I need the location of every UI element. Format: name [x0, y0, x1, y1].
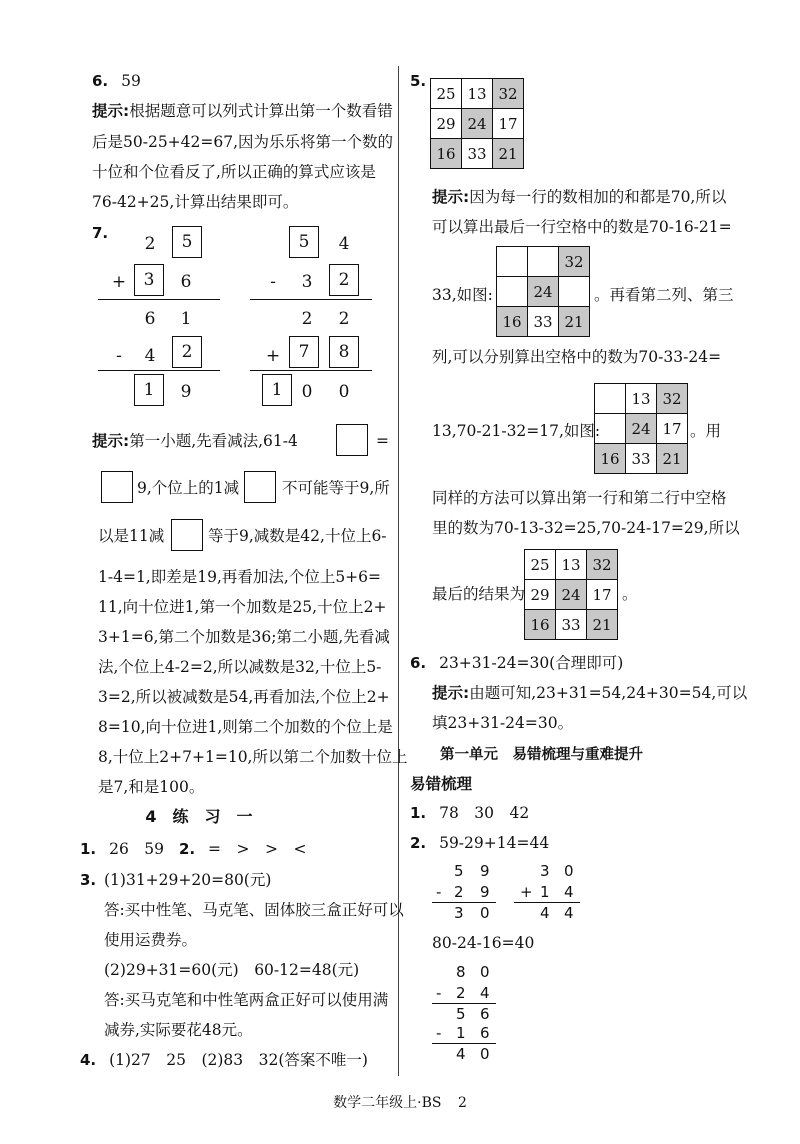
q6r-hint-label: 提示:	[432, 684, 470, 702]
magic-square-cell: 16	[595, 444, 626, 474]
q5-hint-line-5-post: 。用	[690, 422, 722, 440]
e2-equation-2: 80-24-16=40	[432, 934, 535, 952]
blank-box	[171, 519, 203, 551]
calc-rule	[250, 370, 372, 371]
q7-hint-line-6: 3+1=6,第二个加数是36;第二小题,先看减	[98, 628, 390, 646]
magic-square-cell: 21	[493, 139, 524, 169]
q1-number: 1.	[80, 840, 97, 858]
q3-line-2: 答:买中性笔、马克笔、固体胶三盒正好可以	[104, 901, 404, 919]
calc-digit: 2	[144, 234, 156, 254]
q6r-answer: 23+31-24=30(合理即可)	[439, 654, 624, 672]
magic-square-row	[497, 247, 590, 277]
calc-digit: 6	[180, 272, 192, 292]
calc-digit: 2	[338, 309, 350, 329]
q2-answer: = > > <	[208, 840, 307, 858]
q5-hint-line-5-pre: 13,70-21-32=17,如图:	[432, 422, 601, 440]
calc-digit: 9	[180, 382, 192, 402]
calc-digit: 6	[144, 309, 156, 329]
calc-operator: -	[270, 272, 276, 292]
calc-digit: 7	[298, 342, 310, 362]
unit-title: 第一单元 易错梳理与重难提升	[440, 747, 643, 763]
calc-digit: 2	[338, 270, 350, 290]
calc-digit: 4	[456, 1045, 466, 1063]
calc-rule	[250, 299, 372, 300]
q7-hint-line-2: 9,个位上的1减	[137, 479, 240, 497]
calc-rule	[432, 902, 496, 903]
calc-digit: 2	[301, 309, 313, 329]
blank-box	[336, 424, 368, 456]
q5-hint-line-8-pre: 最后的结果为	[432, 585, 526, 603]
calc-digit: 4	[144, 346, 156, 366]
calc-digit: 0	[480, 1045, 490, 1063]
calc-digit: 9	[480, 883, 490, 901]
magic-square-cell: 13	[462, 79, 493, 109]
e2-equation-1: 59-29+14=44	[439, 834, 550, 852]
magic-square-cell: 25	[525, 550, 556, 580]
magic-square-cell: 13	[556, 550, 587, 580]
q6r-hint-line-1	[432, 684, 747, 702]
q3-line-3: 使用运费券。	[104, 931, 198, 949]
e2-number: 2.	[410, 834, 427, 852]
q5-number: 5.	[410, 72, 427, 90]
magic-square-step-1	[496, 246, 590, 337]
calc-operator: -	[116, 346, 122, 366]
q6-hint-line-2: 后是50-25+42=67,因为乐乐将第一个数的	[92, 133, 394, 151]
footer-book-title: 数学二年级上·BS	[333, 1095, 442, 1111]
calc-digit: 1	[143, 380, 155, 400]
calc-rule	[98, 370, 220, 371]
calc-digit: 0	[480, 904, 490, 922]
q3-line-4: (2)29+31=60(元) 60-12=48(元)	[104, 961, 360, 979]
q7-hint-line-1	[92, 432, 298, 450]
calc-digit: 4	[564, 904, 574, 922]
magic-square-cell: 21	[657, 444, 688, 474]
calc-digit: 4	[480, 984, 490, 1002]
magic-square-cell: 33	[528, 307, 559, 337]
calc-digit: 3	[143, 270, 155, 290]
q4-number: 4.	[80, 1051, 97, 1069]
magic-square-final	[430, 78, 524, 169]
q7-hint-line-7: 法,个位上4-2=2,所以减数是32,十位上5-	[98, 658, 382, 676]
q6-hint-label: 提示:	[92, 102, 130, 120]
magic-square-row	[431, 139, 524, 169]
magic-square-cell	[497, 247, 528, 277]
magic-square-cell: 24	[626, 414, 657, 444]
exercise-q1-q2	[80, 840, 307, 858]
q6-hint-line-3: 十位和个位看反了,所以正确的算式应该是	[92, 163, 376, 181]
calc-rule	[432, 1043, 496, 1044]
calc-digit: 4	[564, 883, 574, 901]
magic-square-row	[595, 384, 688, 414]
magic-square-cell: 24	[528, 277, 559, 307]
magic-square-row	[525, 580, 618, 610]
calc-digit: 2	[181, 342, 193, 362]
calc-operator: -	[436, 883, 442, 901]
calc-digit: 6	[480, 1024, 490, 1042]
q5-hint-line-8-post: 。	[622, 585, 638, 603]
e1-line	[410, 804, 529, 822]
calc-rule	[98, 299, 220, 300]
magic-square-cell	[595, 384, 626, 414]
magic-square-cell: 29	[431, 109, 462, 139]
magic-square-cell: 24	[462, 109, 493, 139]
magic-square-cell: 25	[431, 79, 462, 109]
magic-square-cell: 16	[497, 307, 528, 337]
calc-digit: 8	[338, 342, 350, 362]
q5-hint-line-1	[432, 188, 726, 206]
q5-hint-line-6: 同样的方法可以算出第一行和第二行中空格	[432, 489, 727, 507]
calc-operator: -	[436, 984, 442, 1002]
magic-square-step-2	[594, 383, 688, 474]
magic-square-row	[525, 610, 618, 640]
magic-square-cell: 24	[556, 580, 587, 610]
q7-hint-line-8: 3=2,所以被减数是54,再看加法,个位上2+	[98, 688, 390, 706]
magic-square-row	[497, 277, 590, 307]
calc-digit: 0	[480, 963, 490, 981]
section-title: 4 练 习 一	[145, 807, 253, 826]
calc-digit: 5	[454, 862, 464, 880]
calc-digit: 4	[338, 234, 350, 254]
calc-digit: 1	[180, 309, 192, 329]
magic-square-cell: 32	[587, 550, 618, 580]
calc-rule	[432, 1003, 496, 1004]
q5-hint-line-7: 里的数为70-13-32=25,70-24-17=29,所以	[432, 519, 740, 537]
q3-line-6: 减券,实际要花48元。	[104, 1021, 253, 1039]
q5-hint-line-2: 可以算出最后一行空格中的数是70-16-21=	[432, 218, 732, 236]
calc-digit: 8	[456, 963, 466, 981]
magic-square-cell: 17	[493, 109, 524, 139]
q4-line	[80, 1051, 368, 1069]
magic-square-result	[524, 549, 618, 640]
e2-line	[410, 834, 549, 852]
calc-digit: 5	[298, 232, 310, 252]
magic-square-cell: 13	[626, 384, 657, 414]
q7-hint-equals: =	[376, 432, 389, 450]
magic-square-cell: 32	[657, 384, 688, 414]
magic-square-cell: 32	[493, 79, 524, 109]
magic-square-row	[431, 79, 524, 109]
q7-hint-line-3: 以是11减	[98, 527, 165, 545]
magic-square-row	[497, 307, 590, 337]
q5-hint-label: 提示:	[432, 188, 470, 206]
calc-digit: 0	[338, 382, 350, 402]
calc-operator: +	[265, 346, 281, 366]
q7-hint-line-10: 8,十位上2+7+1=10,所以第二个加数十位上	[98, 748, 408, 766]
calc-digit: 5	[456, 1005, 466, 1023]
magic-square-row	[595, 414, 688, 444]
q6-hint-line-4: 76-42+25,计算出结果即可。	[92, 193, 299, 211]
magic-square-cell: 33	[462, 139, 493, 169]
magic-square-cell: 32	[559, 247, 590, 277]
page-number: 2	[457, 1095, 467, 1111]
q2-number: 2.	[178, 840, 196, 858]
q6-answer: 59	[121, 72, 141, 90]
calc-digit: 2	[454, 883, 464, 901]
q7-hint-line-2-end: 不可能等于9,所	[282, 479, 390, 497]
q6-number: 6.	[92, 72, 109, 90]
magic-square-cell: 16	[525, 610, 556, 640]
q5-hint-line-4: 列,可以分别算出空格中的数为70-33-24=	[432, 348, 722, 366]
q1-answer: 26 59	[109, 840, 165, 858]
calc-rule	[514, 902, 580, 903]
q7-hint-line-11: 是7,和是100。	[98, 778, 205, 796]
e1-number: 1.	[410, 804, 427, 822]
q3-line-5: 答:买马克笔和中性笔两盒正好可以使用满	[104, 991, 389, 1009]
calc-digit: 3	[454, 904, 464, 922]
q3-number: 3.	[80, 871, 97, 889]
q7-hint-text: 第一小题,先看减法,61-4	[129, 432, 298, 450]
magic-square-cell: 29	[525, 580, 556, 610]
calc-digit: 9	[480, 862, 490, 880]
sub-title: 易错梳理	[410, 775, 473, 793]
calc-digit: 0	[564, 862, 574, 880]
q7-hint-line-4: 1-4=1,即差是19,再看加法,个位上5+6=	[98, 568, 382, 586]
calc-digit: 3	[301, 272, 313, 292]
e1-answer: 78 30 42	[439, 804, 530, 822]
q6r-line	[410, 654, 623, 672]
q5-hint-line-3-pre: 33,如图:	[432, 286, 493, 304]
magic-square-cell: 17	[657, 414, 688, 444]
calc-digit: 2	[456, 984, 466, 1002]
calc-operator: +	[111, 272, 127, 292]
q6-hint-text: 根据题意可以列式计算出第一个数看错	[129, 102, 393, 120]
blank-box	[244, 471, 276, 503]
page-footer	[0, 1092, 800, 1112]
calc-digit: 1	[456, 1024, 466, 1042]
q7-hint-line-3-end: 等于9,减数是42,十位上6-	[208, 527, 387, 545]
calc-digit: 1	[271, 380, 283, 400]
magic-square-cell: 21	[587, 610, 618, 640]
q3-line-1: (1)31+29+20=80(元)	[104, 871, 272, 889]
calc-digit: 1	[540, 883, 550, 901]
q7-number: 7.	[92, 224, 109, 242]
magic-square-cell	[528, 247, 559, 277]
calc-digit: 6	[480, 1005, 490, 1023]
magic-square-cell: 33	[626, 444, 657, 474]
magic-square-row	[525, 550, 618, 580]
blank-box	[101, 471, 133, 503]
magic-square-cell	[559, 277, 590, 307]
magic-square-row	[595, 444, 688, 474]
calc-digit: 3	[540, 862, 550, 880]
q4-answer: (1)27 25 (2)83 32(答案不唯一)	[109, 1051, 368, 1069]
magic-square-cell: 21	[559, 307, 590, 337]
q6-line	[92, 72, 141, 90]
q7-hint-line-9: 8=10,向十位进1,则第二个加数的个位上是	[98, 718, 393, 736]
calc-operator: -	[436, 1024, 442, 1042]
calc-digit: 5	[181, 232, 193, 252]
calc-digit: 0	[301, 382, 313, 402]
column-divider	[398, 66, 399, 1076]
magic-square-row	[431, 109, 524, 139]
q6r-number: 6.	[410, 654, 427, 672]
magic-square-cell	[497, 277, 528, 307]
calc-digit: 4	[540, 904, 550, 922]
q6r-hint-text: 由题可知,23+31=54,24+30=54,可以	[469, 684, 748, 702]
q7-hint-line-5: 11,向十位进1,第一个加数是25,十位上2+	[98, 598, 387, 616]
calc-operator: +	[520, 883, 533, 901]
q6r-hint-line-2: 填23+31-24=30。	[432, 714, 574, 732]
q7-hint-label: 提示:	[92, 432, 130, 450]
q5-hint-text: 因为每一行的数相加的和都是70,所以	[469, 188, 727, 206]
magic-square-cell: 17	[587, 580, 618, 610]
magic-square-cell: 16	[431, 139, 462, 169]
q6-hint-line-1	[92, 102, 393, 120]
magic-square-cell: 33	[556, 610, 587, 640]
q5-hint-line-3-post: 。再看第二列、第三	[594, 286, 734, 304]
